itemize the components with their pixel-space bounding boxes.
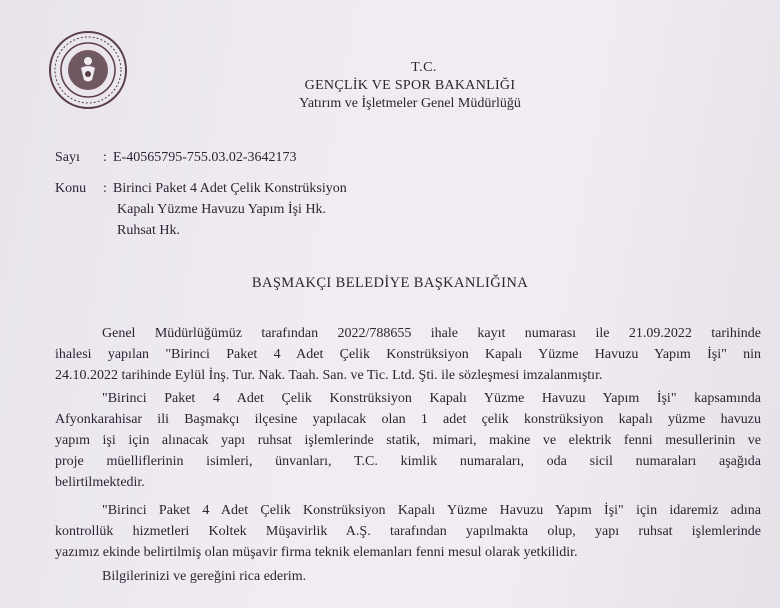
sayi-separator: : bbox=[103, 150, 107, 165]
addressee: BAŞMAKÇI BELEDİYE BAŞKANLIĞINA bbox=[251, 275, 529, 291]
paragraph-line: Genel Müdürlüğümüz tarafından 2022/788655 ihale kayıt numarası ile 21.09.2022 tarihinde bbox=[102, 326, 761, 341]
sayi-value: E-40565795-755.03.02-3642173 bbox=[113, 150, 297, 165]
ministry-seal-logo bbox=[48, 30, 128, 110]
konu-line: Birinci Paket 4 Adet Çelik Konstrüksiyon bbox=[113, 181, 347, 196]
letterhead bbox=[250, 60, 570, 112]
paragraph-line: 24.10.2022 tarihinde Eylül İnş. Tur. Nak. Taah. San. ve Tic. Ltd. Şti. ile sözleşmesi imzalanmıştır. bbox=[55, 368, 603, 383]
header-ministry: GENÇLİK VE SPOR BAKANLIĞI bbox=[304, 78, 516, 93]
konu-row bbox=[55, 181, 347, 197]
closing-line: Bilgilerinizi ve gereğini rica ederim. bbox=[102, 569, 307, 584]
paragraph-line: Afyonkarahisar ili Başmakçı ilçesine yapılacak olan 1 adet çelik konstrüksiyon kapalı yüzme havuzu bbox=[55, 412, 761, 427]
konu-line: Ruhsat Hk. bbox=[117, 223, 180, 238]
paragraph-line: ihalesi yapılan "Birinci Paket 4 Adet Çelik Konstrüksiyon Kapalı Yüzme Havuzu Yapım İşi" nin bbox=[55, 347, 761, 362]
paragraph-line: kontrollük hizmetleri Koltek Müşavirlik A.Ş. tarafından yapılmakta olup, yapı ruhsat işlemlerinde bbox=[55, 524, 761, 539]
konu-line: Kapalı Yüzme Havuzu Yapım İşi Hk. bbox=[117, 202, 327, 217]
konu-separator: : bbox=[103, 181, 107, 196]
paragraph-4 bbox=[102, 566, 702, 587]
header-directorate: Yatırım ve İşletmeler Genel Müdürlüğü bbox=[299, 96, 521, 111]
paragraph-line: "Birinci Paket 4 Adet Çelik Konstrüksiyon Kapalı Yüzme Havuzu Yapım İşi" için idaremiz adına bbox=[102, 503, 761, 518]
header-tc: T.C. bbox=[411, 60, 437, 75]
konu-label: Konu bbox=[55, 181, 87, 196]
paragraph-3 bbox=[55, 500, 761, 563]
paragraph-line: belirtilmektedir. bbox=[55, 475, 145, 490]
paragraph-line: proje müelliflerinin isimleri, ünvanları, T.C. kimlik numaraları, oda sicil numaraları aşağıda bbox=[55, 454, 761, 469]
paragraph-1 bbox=[55, 323, 761, 386]
sayi-label: Sayı bbox=[55, 150, 80, 165]
paragraph-line: yazımız ekinde belirtilmiş olan müşavir firma teknik elemanları fenni mesul olarak yetkilidir. bbox=[55, 545, 578, 560]
paragraph-2 bbox=[55, 388, 761, 493]
paragraph-line: "Birinci Paket 4 Adet Çelik Konstrüksiyon Kapalı Yüzme Havuzu Yapım İşi" kapsamında bbox=[102, 391, 761, 406]
paragraph-line: yapım işi için alınacak yapı ruhsat işlemlerinde statik, mimari, makine ve elektrik fenni mesullerinin ve bbox=[55, 433, 761, 448]
sayi-row bbox=[55, 150, 297, 166]
